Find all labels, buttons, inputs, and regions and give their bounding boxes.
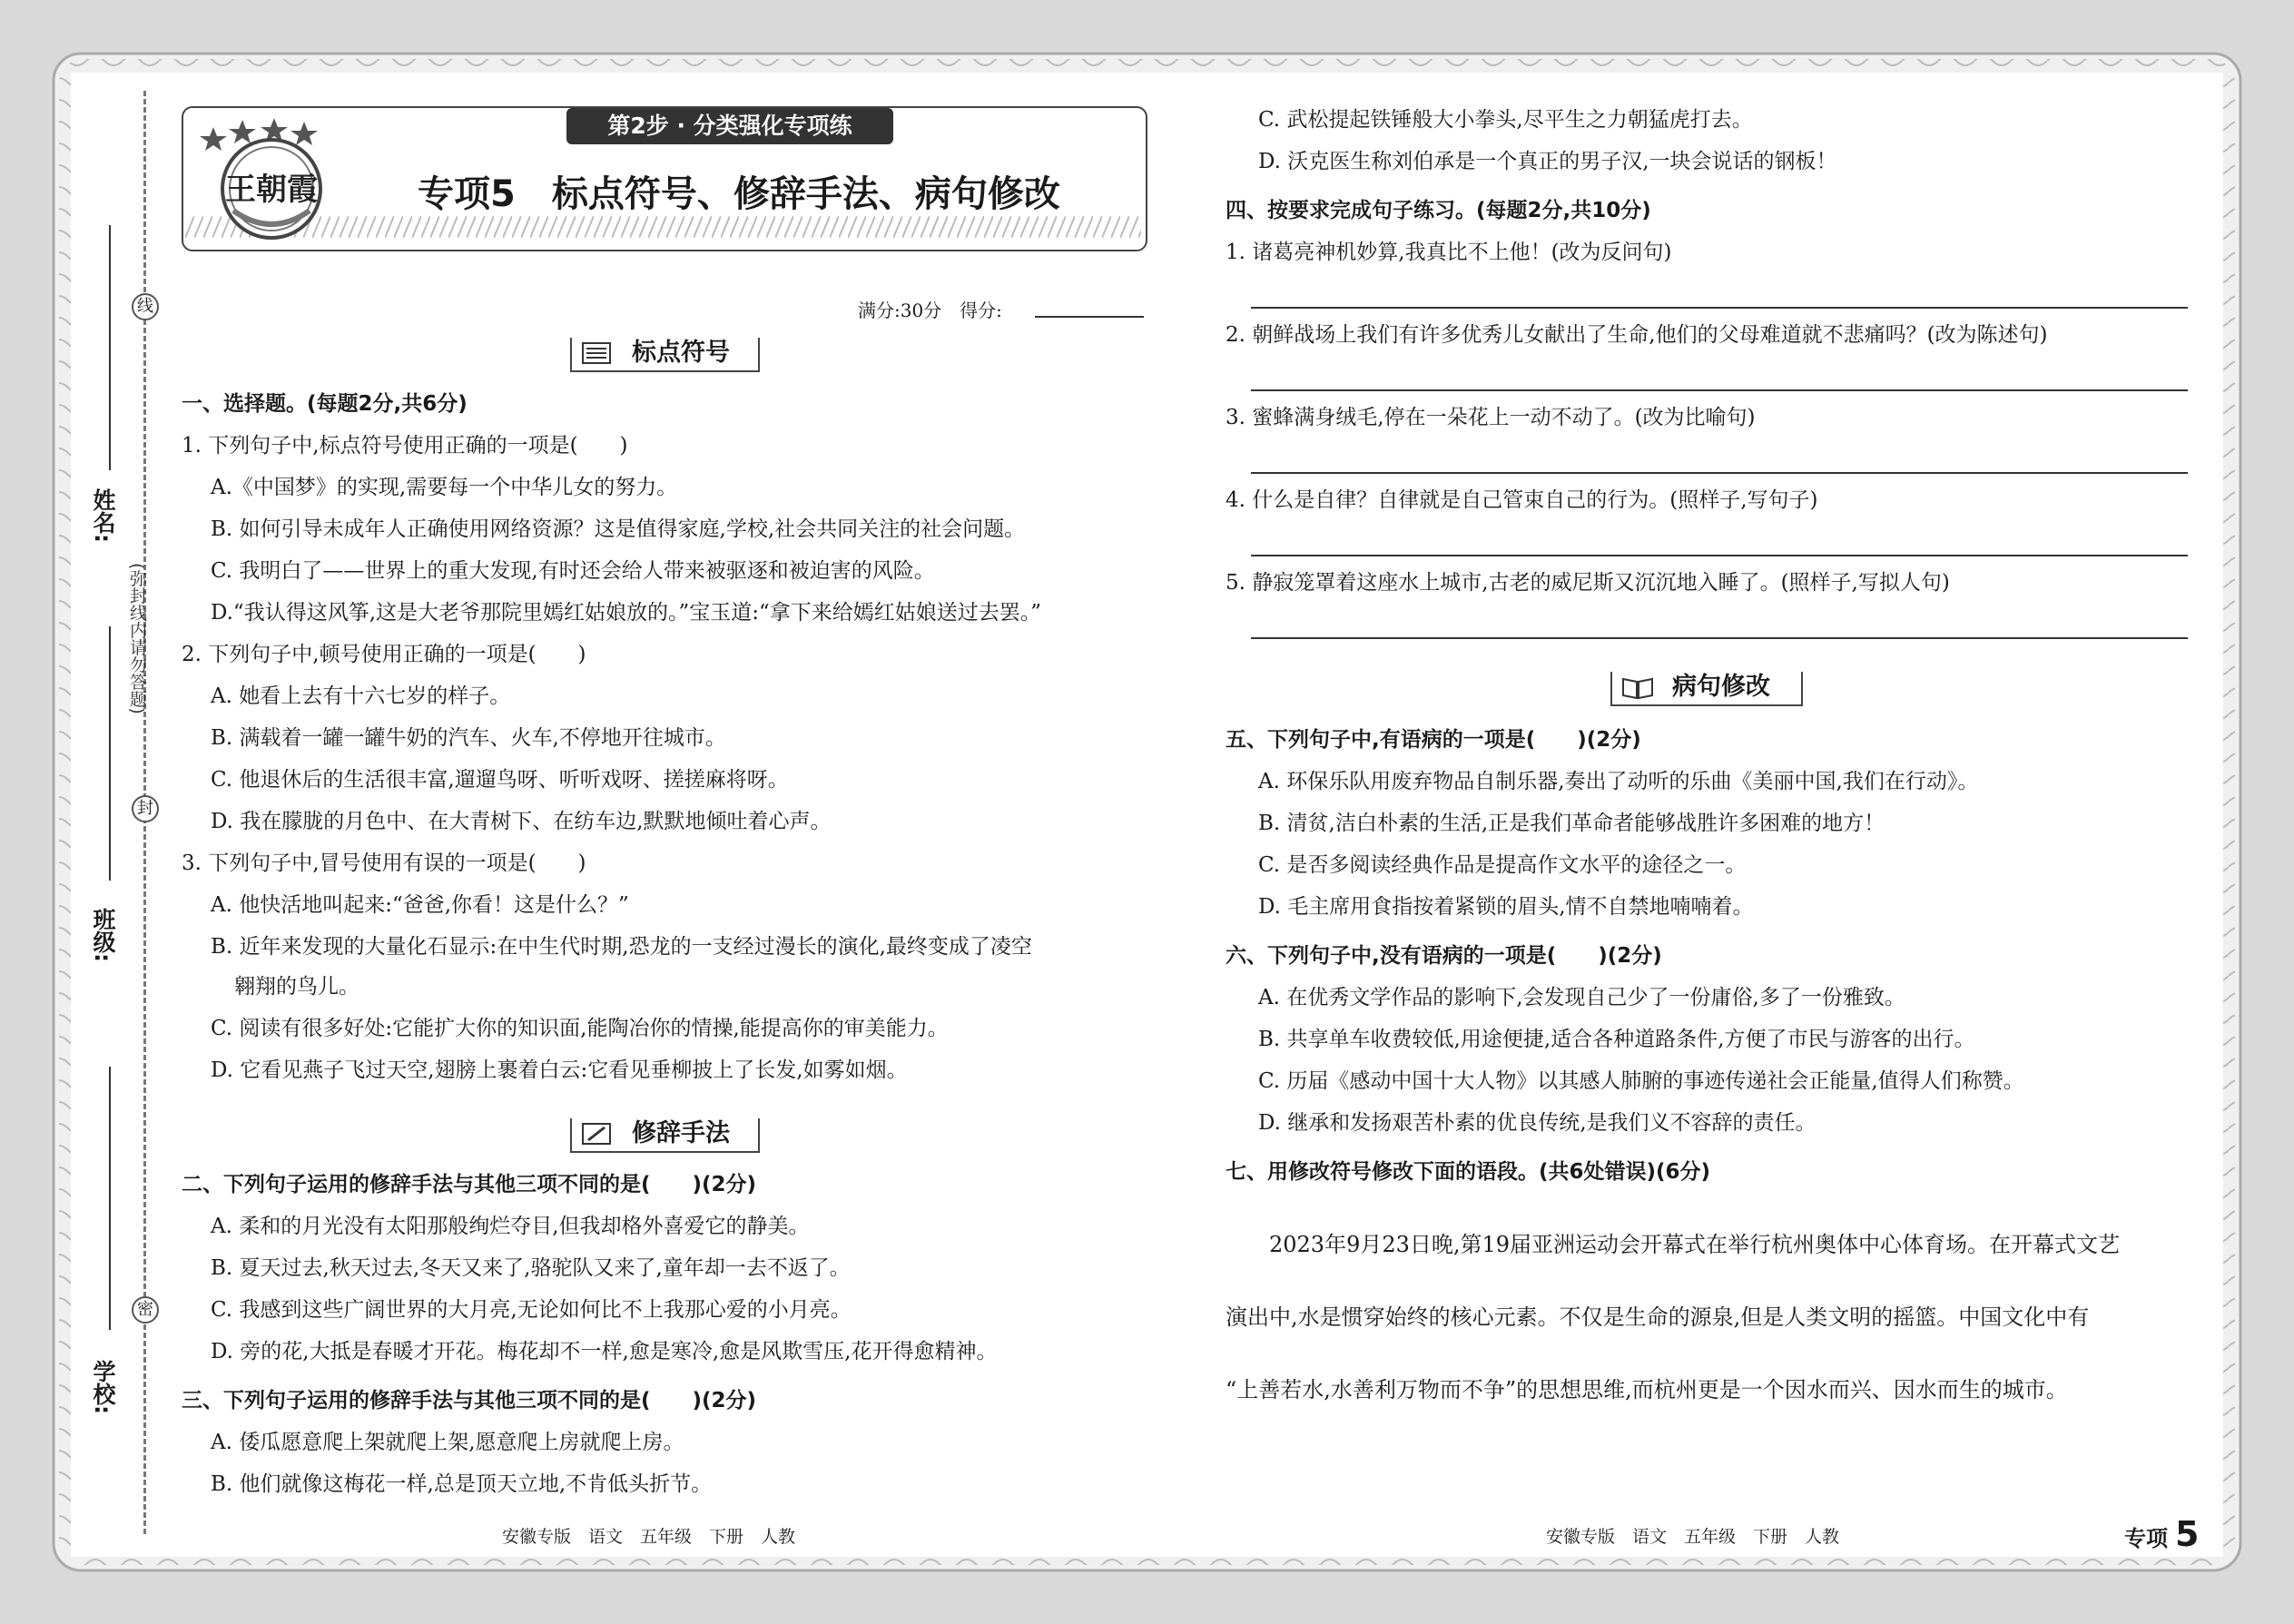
binding-mark-mi: 密 bbox=[132, 1296, 159, 1324]
part7-heading: 七、用修改符号修改下面的语段。(共6处错误)(6分) bbox=[1226, 1160, 1711, 1184]
p5-option-c[interactable]: C. 是否多阅读经典作品是提高作文水平的途径之一。 bbox=[1258, 853, 1747, 877]
section-sick-label: 病句修改 bbox=[1672, 673, 1770, 701]
q3-option-b-cont: 翱翔的鸟儿。 bbox=[234, 975, 359, 999]
passage-line-1: 2023年9月23日晚,第19届亚洲运动会开幕式在举行杭州奥体中心体育场。在开幕式文艺 bbox=[1226, 1232, 2121, 1257]
section-sick bbox=[1610, 672, 1803, 706]
section-rhetoric bbox=[570, 1118, 760, 1153]
page-label: 专项 bbox=[2124, 1526, 2168, 1551]
p5-option-d[interactable]: D. 毛主席用食指按着紧锁的眉头,情不自禁地喃喃着。 bbox=[1258, 895, 1754, 919]
p5-option-b[interactable]: B. 清贫,洁白朴素的生活,正是我们革命者能够战胜许多困难的地方！ bbox=[1258, 812, 1885, 835]
q2-option-a[interactable]: A. 她看上去有十六七岁的样子。 bbox=[211, 684, 511, 708]
q3-stem: 3. 下列句子中,冒号使用有误的一项是( ) bbox=[182, 851, 586, 875]
p5-option-a[interactable]: A. 环保乐队用废弃物品自制乐器,奏出了动听的乐曲《美丽中国,我们在行动》。 bbox=[1258, 770, 1979, 793]
binding-mark-feng: 封 bbox=[132, 795, 159, 822]
q1-option-c[interactable]: C. 我明白了——世界上的重大发现,有时还会给人带来被驱逐和被迫害的风险。 bbox=[211, 559, 935, 583]
binding-note: (弥封线内请勿答题) bbox=[127, 563, 147, 714]
q1-option-a[interactable]: A.《中国梦》的实现,需要每一个中华儿女的努力。 bbox=[211, 476, 678, 499]
s3-answer-line[interactable] bbox=[1251, 472, 2188, 474]
s1-answer-line[interactable] bbox=[1251, 307, 2188, 309]
p2-option-d[interactable]: D. 旁的花,大抵是春暖才开花。梅花却不一样,愈是寒冷,愈是风欺雪压,花开得愈精神。 bbox=[211, 1340, 998, 1363]
s2-answer-line[interactable] bbox=[1251, 389, 2188, 391]
s4-prompt: 4. 什么是自律？自律就是自己管束自己的行为。(照样子,写句子) bbox=[1226, 488, 1818, 512]
class-write-line bbox=[109, 626, 111, 881]
school-label: 学校: bbox=[90, 1360, 116, 1414]
s4-answer-line[interactable] bbox=[1251, 555, 2188, 556]
book-pen-icon bbox=[581, 1120, 614, 1147]
p6-option-b[interactable]: B. 共享单车收费较低,用途便捷,适合各种道路条件,方便了市民与游客的出行。 bbox=[1258, 1028, 1975, 1051]
p2-option-b[interactable]: B. 夏天过去,秋天过去,冬天又来了,骆驼队又来了,童年却一去不返了。 bbox=[211, 1256, 851, 1280]
name-label: 姓名: bbox=[90, 488, 116, 543]
binding-mark-xian: 线 bbox=[132, 293, 159, 320]
section-punct bbox=[570, 338, 760, 372]
school-write-line bbox=[109, 1067, 111, 1330]
section-punct-label: 标点符号 bbox=[632, 339, 730, 367]
s1-prompt: 1. 诸葛亮神机妙算,我真比不上他！(改为反问句) bbox=[1226, 241, 1672, 264]
q3-option-b[interactable]: B. 近年来发现的大量化石显示:在中生代时期,恐龙的一支经过漫长的演化,最终变成了凌空 bbox=[211, 935, 1032, 959]
left-footer: 安徽专版 语文 五年级 下册 人教 bbox=[502, 1527, 796, 1547]
p6-option-a[interactable]: A. 在优秀文学作品的影响下,会发现自己少了一份庸俗,多了一份雅致。 bbox=[1258, 986, 1905, 1009]
p3-option-c[interactable]: C. 武松提起铁锤般大小拳头,尽平生之力朝猛虎打去。 bbox=[1258, 108, 1753, 132]
part3-heading: 三、下列句子运用的修辞手法与其他三项不同的是( )(2分) bbox=[182, 1389, 757, 1412]
q1-option-b[interactable]: B. 如何引导未成年人正确使用网络资源？这是值得家庭,学校,社会共同关注的社会问题。 bbox=[211, 517, 1026, 541]
p3-option-d[interactable]: D. 沃克医生称刘伯承是一个真正的男子汉,一块会说话的钢板！ bbox=[1258, 150, 1837, 173]
class-label: 班级: bbox=[90, 908, 116, 962]
svg-text:王朝霞: 王朝霞 bbox=[225, 172, 318, 208]
right-footer: 安徽专版 语文 五年级 下册 人教 bbox=[1546, 1527, 1840, 1547]
score-label: 满分:30分 得分: bbox=[858, 300, 1002, 321]
name-write-line bbox=[109, 225, 111, 470]
p2-option-c[interactable]: C. 我感到这些广阔世界的大月亮,无论如何比不上我那心爱的小月亮。 bbox=[211, 1298, 852, 1322]
s5-prompt: 5. 静寂笼罩着这座水上城市,古老的威尼斯又沉沉地入睡了。(照样子,写拟人句) bbox=[1226, 571, 1950, 595]
step-tab: 第2步 · 分类强化专项练 bbox=[566, 108, 893, 144]
q3-option-d[interactable]: D. 它看见燕子飞过天空,翅膀上裹着白云:它看见垂柳披上了长发,如雾如烟。 bbox=[211, 1058, 908, 1082]
part6-heading: 六、下列句子中,没有语病的一项是( )(2分) bbox=[1226, 944, 1662, 968]
part5-heading: 五、下列句子中,有语病的一项是( )(2分) bbox=[1226, 728, 1641, 752]
p3-option-b[interactable]: B. 他们就像这梅花一样,总是顶天立地,不肯低头折节。 bbox=[211, 1472, 713, 1496]
section-rhetoric-label: 修辞手法 bbox=[632, 1119, 730, 1147]
brand-logo bbox=[197, 116, 342, 243]
page-number bbox=[2124, 1514, 2199, 1554]
s2-prompt: 2. 朝鲜战场上我们有许多优秀儿女献出了生命,他们的父母难道就不悲痛吗？(改为陈述句) bbox=[1226, 323, 2048, 347]
s3-prompt: 3. 蜜蜂满身绒毛,停在一朵花上一动不动了。(改为比喻句) bbox=[1226, 406, 1756, 429]
s5-answer-line[interactable] bbox=[1251, 637, 2188, 639]
q1-option-d[interactable]: D.“我认得这风筝,这是大老爷那院里嫣红姑娘放的。”宝玉道:“拿下来给嫣红姑娘送过去罢。” bbox=[211, 601, 1042, 625]
q3-option-c[interactable]: C. 阅读有很多好处:它能扩大你的知识面,能陶冶你的情操,能提高你的审美能力。 bbox=[211, 1017, 949, 1040]
part1-heading: 一、选择题。(每题2分,共6分) bbox=[182, 392, 468, 416]
q2-option-b[interactable]: B. 满载着一罐一罐牛奶的汽车、火车,不停地开往城市。 bbox=[211, 726, 726, 750]
q2-option-c[interactable]: C. 他退休后的生活很丰富,遛遛鸟呀、听听戏呀、搓搓麻将呀。 bbox=[211, 768, 789, 792]
page-num-value: 5 bbox=[2175, 1514, 2200, 1554]
p6-option-d[interactable]: D. 继承和发扬艰苦朴素的优良传统,是我们义不容辞的责任。 bbox=[1258, 1111, 1816, 1135]
page-title: 专项5 标点符号、修辞手法、病句修改 bbox=[418, 173, 1060, 215]
p6-option-c[interactable]: C. 历届《感动中国十大人物》以其感人肺腑的事迹传递社会正能量,值得人们称赞。 bbox=[1258, 1069, 2024, 1093]
q1-stem: 1. 下列句子中,标点符号使用正确的一项是( ) bbox=[182, 434, 628, 458]
part4-heading: 四、按要求完成句子练习。(每题2分,共10分) bbox=[1226, 199, 1651, 222]
notebook-icon bbox=[581, 340, 614, 367]
open-book-icon bbox=[1621, 674, 1654, 701]
passage-line-3: “上善若水,水善利万物而不争”的思想思维,而杭州更是一个因水而兴、因水而生的城市。 bbox=[1226, 1377, 2068, 1403]
q2-option-d[interactable]: D. 我在朦胧的月色中、在大青树下、在纺车边,默默地倾吐着心声。 bbox=[211, 810, 832, 833]
score-write-line bbox=[1035, 316, 1144, 318]
p2-option-a[interactable]: A. 柔和的月光没有太阳那般绚烂夺目,但我却格外喜爱它的静美。 bbox=[211, 1215, 810, 1238]
q2-stem: 2. 下列句子中,顿号使用正确的一项是( ) bbox=[182, 643, 586, 666]
part2-heading: 二、下列句子运用的修辞手法与其他三项不同的是( )(2分) bbox=[182, 1173, 757, 1196]
p3-option-a[interactable]: A. 倭瓜愿意爬上架就爬上架,愿意爬上房就爬上房。 bbox=[211, 1431, 684, 1454]
q3-option-a[interactable]: A. 他快活地叫起来:“爸爸,你看！这是什么？” bbox=[211, 893, 629, 917]
passage-line-2: 演出中,水是惯穿始终的核心元素。不仅是生命的源泉,但是人类文明的摇篮。中国文化中有 bbox=[1226, 1304, 2090, 1330]
